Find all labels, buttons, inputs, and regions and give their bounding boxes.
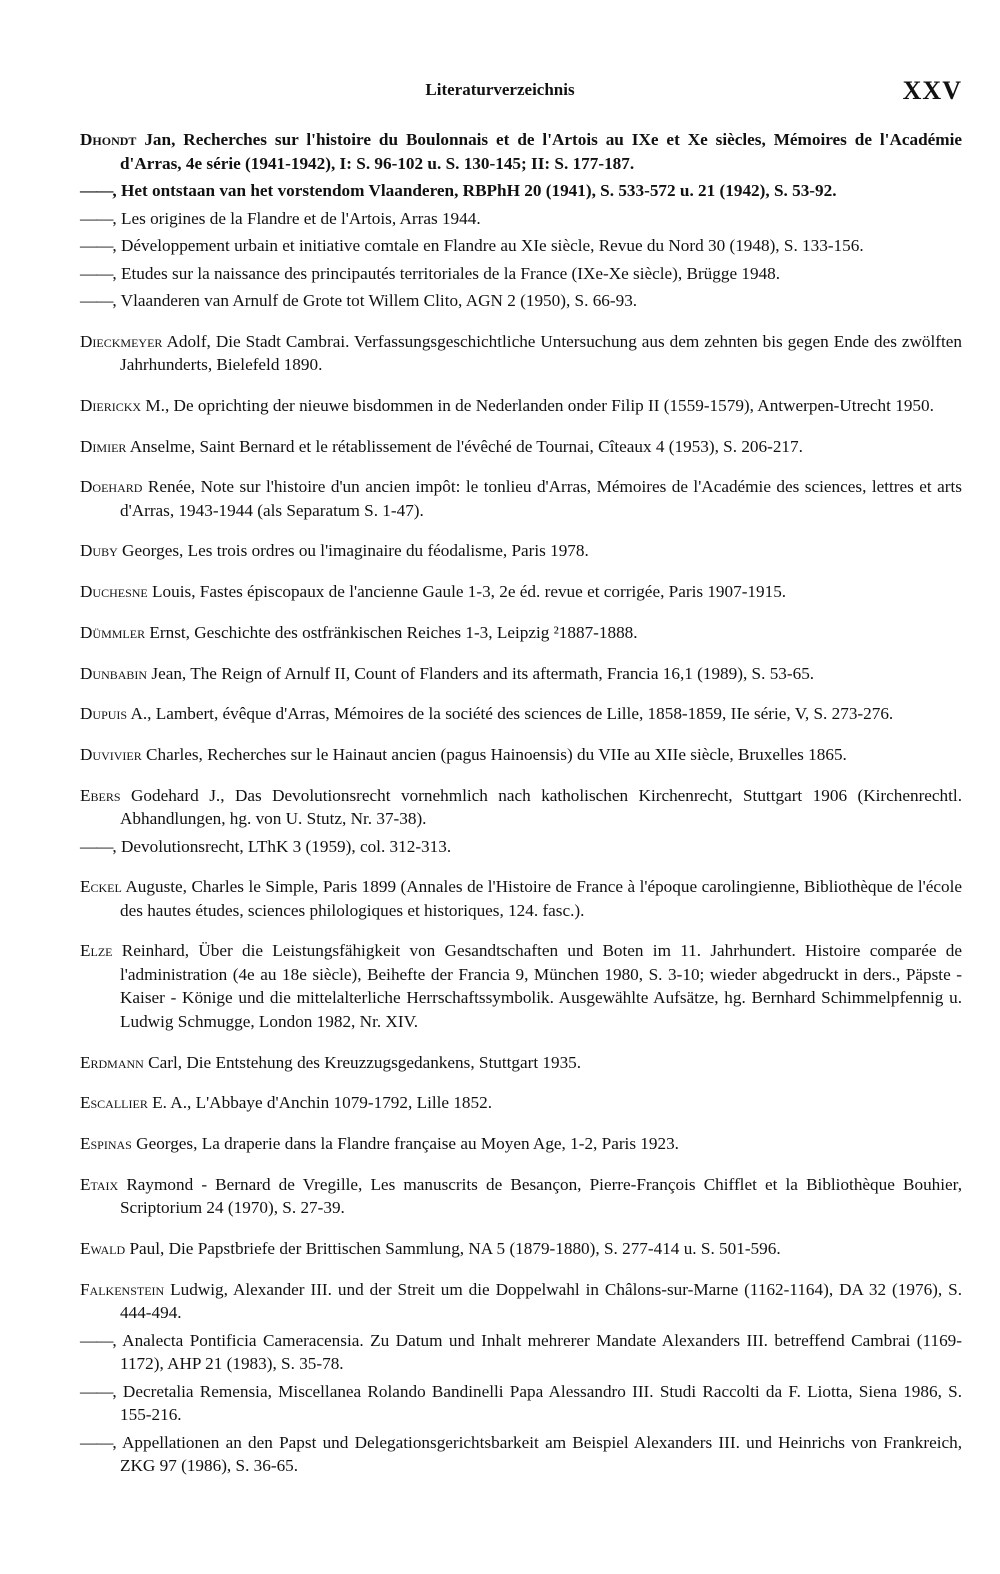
entry-author: Dümmler bbox=[80, 622, 146, 642]
entry-text: M., De oprichting der nieuwe bisdommen in de Nederlanden onder Filip II (1559-1579), Antwerpen-Utrecht 1950. bbox=[141, 395, 934, 415]
entry-author: —— bbox=[80, 1432, 113, 1452]
entry-author: Duchesne bbox=[80, 582, 148, 602]
entry-text: , Analecta Pontificia Cameracensia. Zu Datum und Inhalt mehrerer Mandate Alexanders III. betreffend Cambrai (1169-1172), AHP 21 (1983), S. 35-78. bbox=[112, 1330, 962, 1374]
bibliography-entry bbox=[80, 539, 962, 563]
entry-text: Charles, Recherches sur le Hainaut ancien (pagus Hainoensis) du VIIe au XIIe siècle, Bruxelles 1865. bbox=[141, 744, 847, 764]
entry-author: Dupuis bbox=[80, 704, 128, 724]
entry-text: , Decretalia Remensia, Miscellanea Rolando Bandinelli Papa Alessandro III. Studi Raccolti da F. Liotta, Siena 1986, S. 155-216. bbox=[112, 1381, 962, 1425]
bibliography-entry bbox=[80, 743, 962, 767]
bibliography-entry bbox=[80, 394, 962, 418]
bibliography-entry bbox=[80, 580, 962, 604]
entry-text: Adolf, Die Stadt Cambrai. Verfassungsgeschichtliche Untersuchung aus dem zehnten bis gegen Ende des zwölften Jahrhunderts, Bielefeld 1890. bbox=[120, 331, 962, 375]
entry-text: Jean, The Reign of Arnulf II, Count of Flanders and its aftermath, Francia 16,1 (1989), S. 53-65. bbox=[147, 663, 815, 683]
bibliography-entry bbox=[80, 1091, 962, 1115]
entry-text: E. A., L'Abbaye d'Anchin 1079-1792, Lille 1852. bbox=[147, 1093, 493, 1113]
entry-author: Erdmann bbox=[80, 1052, 144, 1072]
bibliography-entry bbox=[80, 262, 962, 286]
entry-text: , Développement urbain et initiative comtale en Flandre au XIe siècle, Revue du Nord 30 (1948), S. 133-156. bbox=[112, 236, 864, 255]
entry-text: Georges, Les trois ordres ou l'imaginaire du féodalisme, Paris 1978. bbox=[117, 541, 589, 561]
entry-author: Eckel bbox=[80, 877, 122, 897]
entry-author: —— bbox=[80, 208, 113, 228]
entry-author: Dimier bbox=[80, 436, 127, 456]
bibliography-entry bbox=[80, 784, 962, 831]
bibliography-entry bbox=[80, 939, 962, 1033]
bibliography-entry bbox=[80, 1329, 962, 1376]
entry-text: Reinhard, Über die Leistungsfähigkeit von Gesandtschaften und Boten im 11. Jahrhundert. Histoire comparée de l'administration (4e au 18e siècle), Beihefte der Francia 9, München 1980, S. 3-10; wieder abgedruckt in ders., Päpste - Kaiser - Könige und die mittelalterliche Herrschaftssymbolik. Ausgewählte Aufsätze, hg. Bernhard Schimmelpfennig u. Ludwig Schmugge, London 1982, Nr. XIV. bbox=[112, 941, 962, 1031]
bibliography-entry bbox=[80, 475, 962, 522]
entry-author: —— bbox=[80, 836, 113, 856]
bibliography-entry bbox=[80, 128, 962, 175]
bibliography-entry bbox=[80, 289, 962, 313]
bibliography-entry bbox=[80, 702, 962, 726]
bibliography-entry bbox=[80, 1431, 962, 1478]
bibliography-entry bbox=[80, 662, 962, 686]
bibliography-entry bbox=[80, 1132, 962, 1156]
entry-author: Espinas bbox=[80, 1134, 132, 1153]
entry-text: Godehard J., Das Devolutionsrecht vornehmlich nach katholischen Kirchenrecht, Stuttgart 1906 (Kirchenrechtl. Abhandlungen, hg. von U. Stutz, Nr. 37-38). bbox=[120, 785, 962, 829]
entry-author: Elze bbox=[80, 941, 113, 961]
bibliography-entry bbox=[80, 207, 962, 231]
entry-author: Dhondt bbox=[80, 130, 137, 149]
entry-text: Ernst, Geschichte des ostfränkischen Reiches 1-3, Leipzig ²1887-1888. bbox=[145, 622, 638, 642]
entry-author: Duby bbox=[80, 541, 118, 561]
bibliography-entry bbox=[80, 1237, 962, 1261]
entry-author: —— bbox=[80, 291, 113, 310]
entry-text: Jan, Recherches sur l'histoire du Boulonnais et de l'Artois au IXe et Xe siècles, Mémoires de l'Académie d'Arras, 4e série (1941-1942), I: S. 96-102 u. S. 130-145; II: S. 177-187. bbox=[120, 130, 962, 173]
entry-author: —— bbox=[80, 1330, 113, 1350]
bibliography-entry bbox=[80, 234, 962, 258]
bibliography-entry bbox=[80, 330, 962, 377]
entry-text: Louis, Fastes épiscopaux de l'ancienne Gaule 1-3, 2e éd. revue et corrigée, Paris 1907-1915. bbox=[147, 582, 787, 602]
entry-text: , Etudes sur la naissance des principautés territoriales de la France (IXe-Xe siècle), Brügge 1948. bbox=[112, 263, 781, 283]
bibliography-list bbox=[80, 128, 962, 1485]
bibliography-entry bbox=[80, 621, 962, 645]
page-number: XXV bbox=[902, 76, 962, 105]
entry-text: , Appellationen an den Papst und Delegationsgerichtsbarkeit am Beispiel Alexanders III. und Heinrichs von Frankreich, ZKG 97 (1986), S. 36-65. bbox=[112, 1432, 962, 1476]
bibliography-entry bbox=[80, 1278, 962, 1325]
entry-author: —— bbox=[80, 263, 113, 283]
entry-author: Duvivier bbox=[80, 744, 142, 764]
entry-author: Dunbabin bbox=[80, 663, 148, 683]
entry-text: , Het ontstaan van het vorstendom Vlaanderen, RBPhH 20 (1941), S. 533-572 u. 21 (1942), S. 53-92. bbox=[112, 181, 837, 200]
entry-text: Renée, Note sur l'histoire d'un ancien impôt: le tonlieu d'Arras, Mémoires de l'Académie des sciences, lettres et arts d'Arras, 1943-1944 (als Separatum S. 1-47). bbox=[120, 477, 962, 520]
entry-author: Doehard bbox=[80, 477, 143, 497]
entry-text: A., Lambert, évêque d'Arras, Mémoires de la société des sciences de Lille, 1858-1859, IIe série, V, S. 273-276. bbox=[127, 704, 894, 724]
entry-text: Paul, Die Papstbriefe der Brittischen Sammlung, NA 5 (1879-1880), S. 277-414 u. S. 501-596. bbox=[125, 1238, 781, 1258]
bibliography-entry bbox=[80, 179, 962, 203]
entry-text: Georges, La draperie dans la Flandre française au Moyen Age, 1-2, Paris 1923. bbox=[131, 1134, 679, 1153]
entry-author: Escallier bbox=[80, 1093, 148, 1113]
bibliography-entry bbox=[80, 1051, 962, 1075]
bibliography-entry bbox=[80, 875, 962, 922]
bibliography-entry bbox=[80, 1380, 962, 1427]
entry-text: Raymond - Bernard de Vregille, Les manuscrits de Besançon, Pierre-François Chifflet et la Bibliothèque Bouhier, Scriptorium 24 (1970), S. 27-39. bbox=[118, 1174, 962, 1218]
bibliography-entry bbox=[80, 1173, 962, 1220]
entry-text: Carl, Die Entstehung des Kreuzzugsgedankens, Stuttgart 1935. bbox=[143, 1052, 582, 1072]
bibliography-entry bbox=[80, 435, 962, 459]
entry-text: Auguste, Charles le Simple, Paris 1899 (Annales de l'Histoire de France à l'époque carolingienne, Bibliothèque de l'école des hautes études, sciences philologiques et historiques, 124. fasc.). bbox=[120, 877, 962, 920]
entry-text: , Vlaanderen van Arnulf de Grote tot Willem Clito, AGN 2 (1950), S. 66-93. bbox=[112, 291, 638, 310]
entry-author: Etaix bbox=[80, 1174, 119, 1194]
entry-author: —— bbox=[80, 236, 113, 255]
entry-text: Anselme, Saint Bernard et le rétablissement de l'évêché de Tournai, Cîteaux 4 (1953), S. 206-217. bbox=[126, 436, 803, 456]
bibliography-entry bbox=[80, 835, 962, 859]
entry-text: , Les origines de la Flandre et de l'Artois, Arras 1944. bbox=[112, 208, 481, 228]
entry-text: , Devolutionsrecht, LThK 3 (1959), col. 312-313. bbox=[112, 836, 452, 856]
entry-author: Ebers bbox=[80, 785, 121, 805]
entry-author: Falkenstein bbox=[80, 1279, 165, 1299]
entry-author: Ewald bbox=[80, 1238, 126, 1258]
running-title: Literaturverzeichnis bbox=[425, 80, 575, 99]
entry-author: —— bbox=[80, 181, 113, 200]
entry-author: —— bbox=[80, 1381, 113, 1401]
entry-author: Dieckmeyer bbox=[80, 331, 163, 351]
entry-text: Ludwig, Alexander III. und der Streit um die Doppelwahl in Châlons-sur-Marne (1162-1164), DA 32 (1976), S. 444-494. bbox=[120, 1279, 962, 1323]
entry-author: Dierickx bbox=[80, 395, 142, 415]
